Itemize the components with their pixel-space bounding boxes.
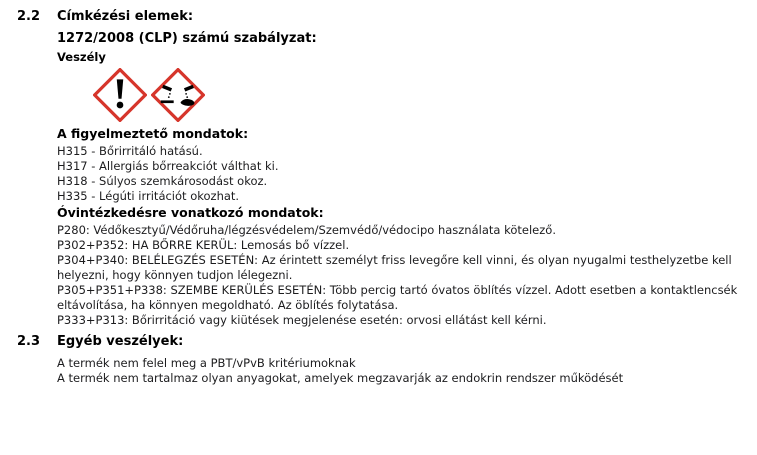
other-hazards-list <box>57 356 749 386</box>
precautionary-statement: P302+P352: HA BŐRRE KERÜL: Lemosás bő vízzel. <box>57 238 350 252</box>
ghs05-corrosion-icon <box>151 68 205 122</box>
other-hazards-line: A termék nem tartalmaz olyan anyagokat, amelyek megzavarják az endokrin rendszer működését <box>57 371 624 385</box>
precautionary-statement: P304+P340: BELÉLEGZÉS ESETÉN: Az érintett személyt friss levegőre kell vinni, és olyan nyugalmi testhelyzetbe kell helyezni, hogy könnyen tudjon lélegezni. <box>57 253 732 282</box>
section-2-2-header <box>17 8 749 25</box>
ghs-pictogram-row <box>93 68 749 122</box>
section-title: Egyéb veszélyek: <box>57 334 184 349</box>
hazard-statement: H318 - Súlyos szemkárosodást okoz. <box>57 174 268 188</box>
hazard-statements-list <box>57 144 749 204</box>
section-2-3-header <box>17 333 749 350</box>
section-title: Címkézési elemek: <box>57 9 194 24</box>
precautionary-statement: P333+P313: Bőrirritáció vagy kiütések megjelenése esetén: orvosi ellátást kell kérni. <box>57 313 547 327</box>
other-hazards-line: A termék nem felel meg a PBT/vPvB kritériumoknak <box>57 356 356 370</box>
signal-word: Veszély <box>57 50 106 64</box>
precautionary-statements-heading: Óvintézkedésre vonatkozó mondatok: <box>57 205 324 220</box>
hazard-statement: H335 - Légúti irritációt okozhat. <box>57 189 240 203</box>
hazard-statement: H317 - Allergiás bőrreakciót válthat ki. <box>57 159 279 173</box>
section-number: 2.2 <box>17 9 41 24</box>
clp-regulation-heading: 1272/2008 (CLP) számú szabályzat: <box>57 31 317 46</box>
precautionary-statement: P280: Védőkesztyű/Védőruha/légzésvédelem/Szemvédő/védocipo használata kötelező. <box>57 223 556 237</box>
section-number: 2.3 <box>17 334 41 349</box>
precautionary-statements-list <box>57 223 749 328</box>
hazard-statement: H315 - Bőrirritáló hatású. <box>57 144 203 158</box>
precautionary-statement: P305+P351+P338: SZEMBE KERÜLÉS ESETÉN: Több percig tartó óvatos öblítés vízzel. Adott esetben a kontaktlencsék eltávolítása, ha könnyen megoldható. Az öblítés folytatása. <box>57 283 738 312</box>
ghs07-exclamation-mark-icon <box>93 68 147 122</box>
hazard-statements-heading: A figyelmeztető mondatok: <box>57 126 249 141</box>
